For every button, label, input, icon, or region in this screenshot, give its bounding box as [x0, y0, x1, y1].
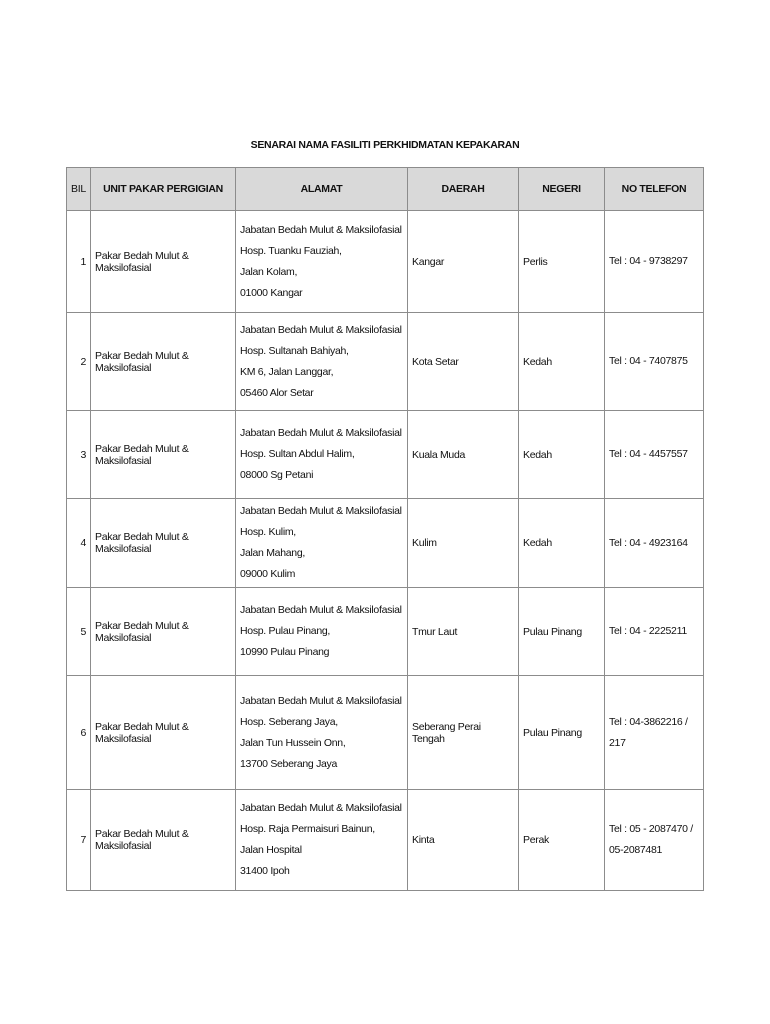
cell-daerah: Kangar	[408, 211, 519, 313]
table-row	[67, 588, 704, 676]
address-line: Jabatan Bedah Mulut & Maksilofasial	[240, 323, 402, 336]
address-line: Hosp. Raja Permaisuri Bainun,	[240, 823, 375, 835]
cell-alamat	[236, 411, 408, 499]
table-row	[67, 211, 704, 313]
address-line: Jabatan Bedah Mulut & Maksilofasial	[240, 694, 402, 707]
cell-telefon	[605, 211, 704, 313]
cell-daerah: Kuala Muda	[408, 411, 519, 499]
address-line: Hosp. Seberang Jaya,	[240, 715, 338, 728]
column-header-telefon: NO TELEFON	[605, 168, 704, 211]
address-line: 31400 Ipoh	[240, 865, 290, 877]
address-line: Jabatan Bedah Mulut & Maksilofasial	[240, 604, 402, 616]
address-line: Jabatan Bedah Mulut & Maksilofasial	[240, 505, 402, 517]
cell-bil: 3	[67, 411, 91, 499]
address-line: Jabatan Bedah Mulut & Maksilofasial	[240, 802, 402, 814]
cell-negeri: Kedah	[519, 313, 605, 411]
address-line: 05460 Alor Setar	[240, 386, 314, 399]
address-line: Jalan Tun Hussein Onn,	[240, 736, 346, 749]
address-line: Jalan Mahang,	[240, 547, 305, 559]
address-line: 13700 Seberang Jaya	[240, 757, 338, 770]
cell-telefon	[605, 411, 704, 499]
page-title: SENARAI NAMA FASILITI PERKHIDMATAN KEPAKARAN	[250, 139, 520, 151]
header-row	[67, 168, 704, 211]
column-header-bil: BIL	[67, 168, 91, 211]
telephone-line: Tel : 04 - 7407875	[609, 355, 688, 367]
address-line: 08000 Sg Petani	[240, 469, 314, 481]
telephone-line: Tel : 04 - 4923164	[609, 536, 688, 549]
telephone-line: Tel : 04-3862216 / 217	[609, 715, 688, 749]
cell-unit: Pakar Bedah Mulut & Maksilofasial	[91, 411, 236, 499]
table-row	[67, 499, 704, 588]
cell-daerah: Tmur Laut	[408, 588, 519, 676]
cell-telefon	[605, 313, 704, 411]
facility-table	[66, 167, 704, 891]
cell-alamat	[236, 211, 408, 313]
cell-daerah: Seberang Perai Tengah	[408, 676, 519, 790]
cell-unit: Pakar Bedah Mulut & Maksilofasial	[91, 211, 236, 313]
column-header-unit: UNIT PAKAR PERGIGIAN	[91, 168, 236, 211]
cell-alamat	[236, 790, 408, 891]
address-line: Hosp. Tuanku Fauziah,	[240, 244, 342, 257]
address-line: Hosp. Sultan Abdul Halim,	[240, 448, 355, 460]
cell-bil: 5	[67, 588, 91, 676]
cell-negeri: Kedah	[519, 499, 605, 588]
cell-alamat	[236, 676, 408, 790]
cell-bil: 7	[67, 790, 91, 891]
telephone-line: Tel : 04 - 4457557	[609, 448, 688, 460]
cell-daerah: Kota Setar	[408, 313, 519, 411]
cell-alamat	[236, 313, 408, 411]
telephone-line: 05-2087481	[609, 844, 663, 856]
address-line: Hosp. Pulau Pinang,	[240, 625, 331, 637]
address-line: 10990 Pulau Pinang	[240, 646, 330, 658]
address-line: 01000 Kangar	[240, 286, 303, 299]
cell-negeri: Perak	[519, 790, 605, 891]
column-header-alamat: ALAMAT	[236, 168, 408, 211]
cell-negeri: Pulau Pinang	[519, 588, 605, 676]
address-line: Hosp. Kulim,	[240, 526, 296, 538]
cell-alamat	[236, 588, 408, 676]
table-row	[67, 676, 704, 790]
address-line: Hosp. Sultanah Bahiyah,	[240, 344, 349, 357]
cell-negeri: Kedah	[519, 411, 605, 499]
cell-unit: Pakar Bedah Mulut & Maksilofasial	[91, 313, 236, 411]
address-line: Jalan Hospital	[240, 844, 302, 856]
cell-telefon	[605, 499, 704, 588]
cell-unit: Pakar Bedah Mulut & Maksilofasial	[91, 676, 236, 790]
cell-daerah: Kulim	[408, 499, 519, 588]
address-line: 09000 Kulim	[240, 568, 296, 580]
address-line: Jalan Kolam,	[240, 265, 298, 278]
cell-bil: 2	[67, 313, 91, 411]
table-row	[67, 790, 704, 891]
cell-bil: 1	[67, 211, 91, 313]
cell-bil: 6	[67, 676, 91, 790]
cell-unit: Pakar Bedah Mulut & Maksilofasial	[91, 499, 236, 588]
table-body	[67, 211, 704, 891]
table-row	[67, 313, 704, 411]
cell-negeri: Perlis	[519, 211, 605, 313]
cell-unit: Pakar Bedah Mulut & Maksilofasial	[91, 790, 236, 891]
cell-telefon	[605, 676, 704, 790]
cell-telefon	[605, 790, 704, 891]
cell-alamat	[236, 499, 408, 588]
table-row	[67, 411, 704, 499]
column-header-negeri: NEGERI	[519, 168, 605, 211]
address-line: Jabatan Bedah Mulut & Maksilofasial	[240, 223, 402, 236]
cell-negeri: Pulau Pinang	[519, 676, 605, 790]
cell-daerah: Kinta	[408, 790, 519, 891]
address-line: Jabatan Bedah Mulut & Maksilofasial	[240, 427, 402, 439]
telephone-line: Tel : 04 - 2225211	[609, 625, 687, 637]
telephone-line: Tel : 05 - 2087470 /	[609, 823, 693, 835]
cell-unit: Pakar Bedah Mulut & Maksilofasial	[91, 588, 236, 676]
column-header-daerah: DAERAH	[408, 168, 519, 211]
telephone-line: Tel : 04 - 9738297	[609, 255, 688, 267]
cell-bil: 4	[67, 499, 91, 588]
cell-telefon	[605, 588, 704, 676]
address-line: KM 6, Jalan Langgar,	[240, 365, 334, 378]
